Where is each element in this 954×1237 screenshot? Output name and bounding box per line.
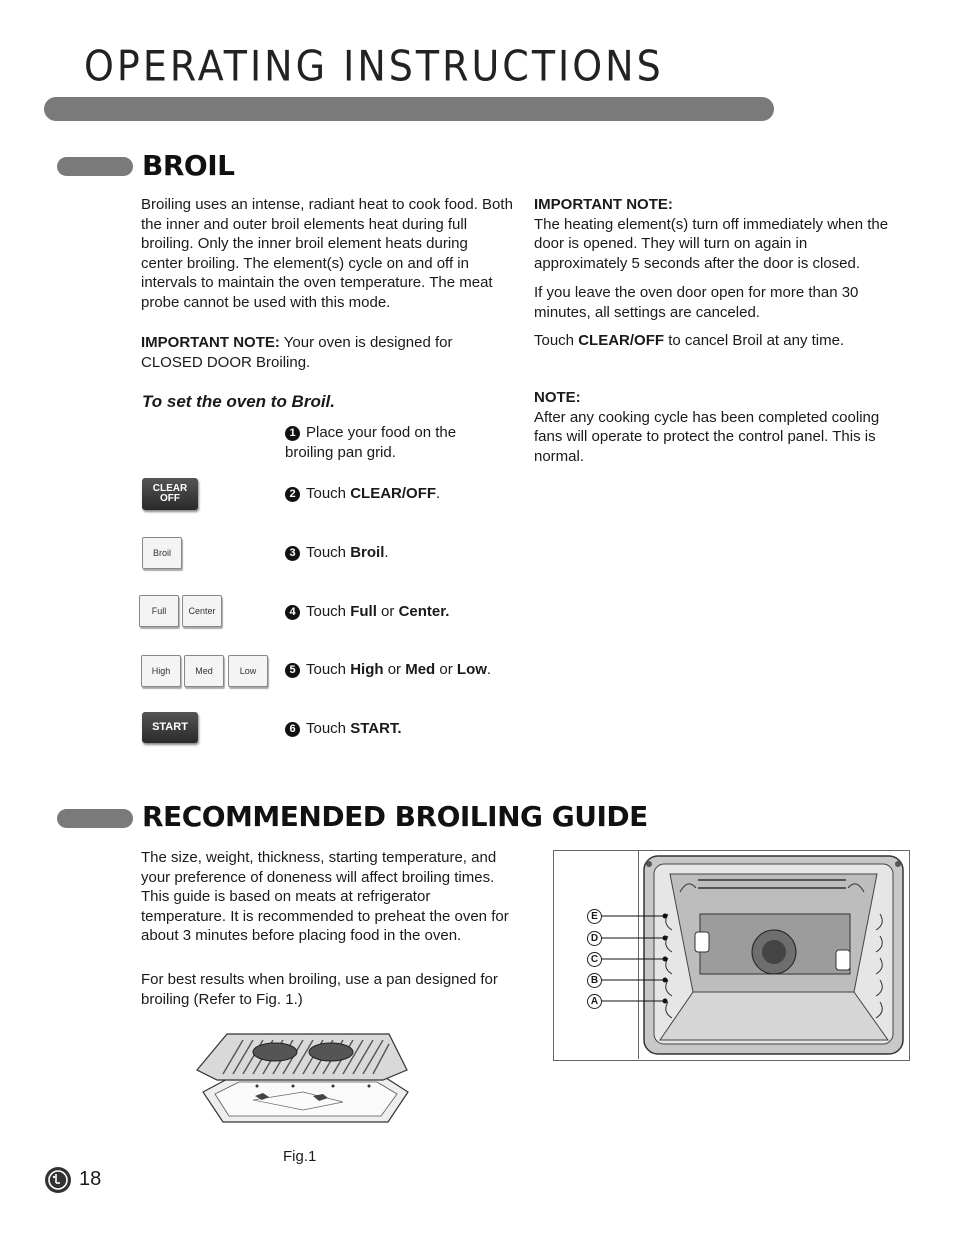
step-text: Touch bbox=[306, 485, 351, 502]
important-text: Your oven is designed for CLOSED DOOR Broiling. bbox=[141, 334, 453, 371]
step-text: or bbox=[376, 603, 399, 620]
broiling-pan-illustration bbox=[193, 1030, 413, 1130]
note-text: After any cooking cycle has been completed cooling fans will operate to protect the control panel. This is normal. bbox=[534, 408, 880, 465]
section-pill-guide bbox=[57, 809, 133, 828]
step-bold: Center. bbox=[398, 603, 450, 620]
step-4 bbox=[285, 602, 449, 622]
step-bold: START. bbox=[350, 720, 402, 737]
broil-button-illustration: Broil bbox=[142, 537, 182, 569]
step-bold: Low bbox=[456, 661, 487, 678]
high-button-illustration: High bbox=[141, 655, 181, 687]
low-button-illustration: Low bbox=[228, 655, 268, 687]
rack-leader-lines bbox=[595, 908, 675, 1008]
start-button-illustration: START bbox=[142, 712, 198, 743]
step-text: . bbox=[384, 544, 389, 561]
step-number: 2 bbox=[285, 487, 300, 502]
cancel-post: to cancel Broil at any time. bbox=[664, 332, 845, 349]
cancel-note bbox=[534, 331, 904, 351]
step-bold: Med bbox=[405, 661, 436, 678]
center-button-illustration: Center bbox=[182, 595, 222, 627]
med-button-illustration: Med bbox=[184, 655, 224, 687]
page-header-title: OPERATING INSTRUCTIONS bbox=[84, 41, 664, 91]
step-text: Touch bbox=[306, 544, 351, 561]
rack-label-b: B bbox=[587, 973, 602, 988]
right-important-label: IMPORTANT NOTE: bbox=[534, 196, 673, 213]
step-number: 1 bbox=[285, 426, 300, 441]
header-bar bbox=[44, 97, 774, 121]
section-title-guide: RECOMMENDED BROILING GUIDE bbox=[142, 800, 648, 833]
step-text: or bbox=[435, 661, 457, 678]
guide-paragraph-1: The size, weight, thickness, starting temperature, and your preference of doneness will affect broiling times. This guide is based on meats at refrigerator temperature. It is recommended to preheat the oven for about 3 minutes before placing food in the oven. bbox=[141, 849, 509, 945]
door-open-note: If you leave the oven door open for more than 30 minutes, all settings are canceled. bbox=[534, 284, 859, 321]
step-text: Touch bbox=[306, 661, 351, 678]
cooling-fan-note bbox=[534, 388, 904, 466]
section-pill-broil bbox=[57, 157, 133, 176]
cancel-pre: Touch bbox=[534, 332, 579, 349]
note-label: NOTE: bbox=[534, 389, 581, 406]
step-number: 6 bbox=[285, 722, 300, 737]
page-number: 18 bbox=[79, 1168, 102, 1190]
off-label: OFF bbox=[160, 493, 180, 504]
step-number: 4 bbox=[285, 605, 300, 620]
section-title-broil: BROIL bbox=[142, 149, 235, 182]
figure-caption: Fig.1 bbox=[283, 1148, 317, 1165]
important-label: IMPORTANT NOTE: bbox=[141, 334, 280, 351]
rack-label-e: E bbox=[587, 909, 602, 924]
clear-label: CLEAR bbox=[152, 483, 188, 494]
step-text: Place your food on the broiling pan grid. bbox=[285, 424, 457, 461]
step-6 bbox=[285, 719, 402, 739]
broil-intro: Broiling uses an intense, radiant heat to cook food. Both the inner and outer broil elements heat during full broiling. Only the inner broil element heats during center broiling. The element(s) cycle on and off in intervals to maintain the oven temperature. The meat probe cannot be used with this mode. bbox=[141, 196, 513, 311]
right-important-text: The heating element(s) turn off immediately when the door is opened. They will turn on again in approximately 5 seconds after the door is closed. bbox=[534, 215, 889, 272]
step-text: . bbox=[486, 661, 492, 678]
step-number: 3 bbox=[285, 546, 300, 561]
rack-label-d: D bbox=[587, 931, 602, 946]
step-bold: High bbox=[350, 661, 384, 678]
step-number: 5 bbox=[285, 663, 300, 678]
step-2 bbox=[285, 484, 440, 504]
right-important-note bbox=[534, 195, 904, 273]
rack-label-c: C bbox=[587, 952, 602, 967]
cancel-bold: CLEAR/OFF bbox=[578, 332, 665, 349]
step-text: . bbox=[436, 485, 441, 502]
oven-cavity-illustration bbox=[640, 852, 907, 1058]
step-bold: Full bbox=[350, 603, 377, 620]
set-broil-title: To set the oven to Broil. bbox=[142, 392, 335, 411]
guide-paragraph-2: For best results when broiling, use a pan designed for broiling (Refer to Fig. 1.) bbox=[141, 971, 498, 1008]
step-bold: Broil bbox=[350, 544, 385, 561]
step-1 bbox=[285, 423, 485, 462]
step-text: Touch bbox=[306, 720, 351, 737]
step-bold: CLEAR/OFF bbox=[350, 485, 437, 502]
step-text: or bbox=[383, 661, 406, 678]
clear-off-button-illustration bbox=[142, 478, 198, 510]
step-3 bbox=[285, 543, 389, 563]
rack-label-a: A bbox=[587, 994, 602, 1009]
step-text: Touch bbox=[306, 603, 351, 620]
broil-important-note bbox=[141, 333, 481, 372]
full-button-illustration: Full bbox=[139, 595, 179, 627]
step-5 bbox=[285, 660, 491, 680]
lg-logo-icon bbox=[44, 1166, 72, 1194]
